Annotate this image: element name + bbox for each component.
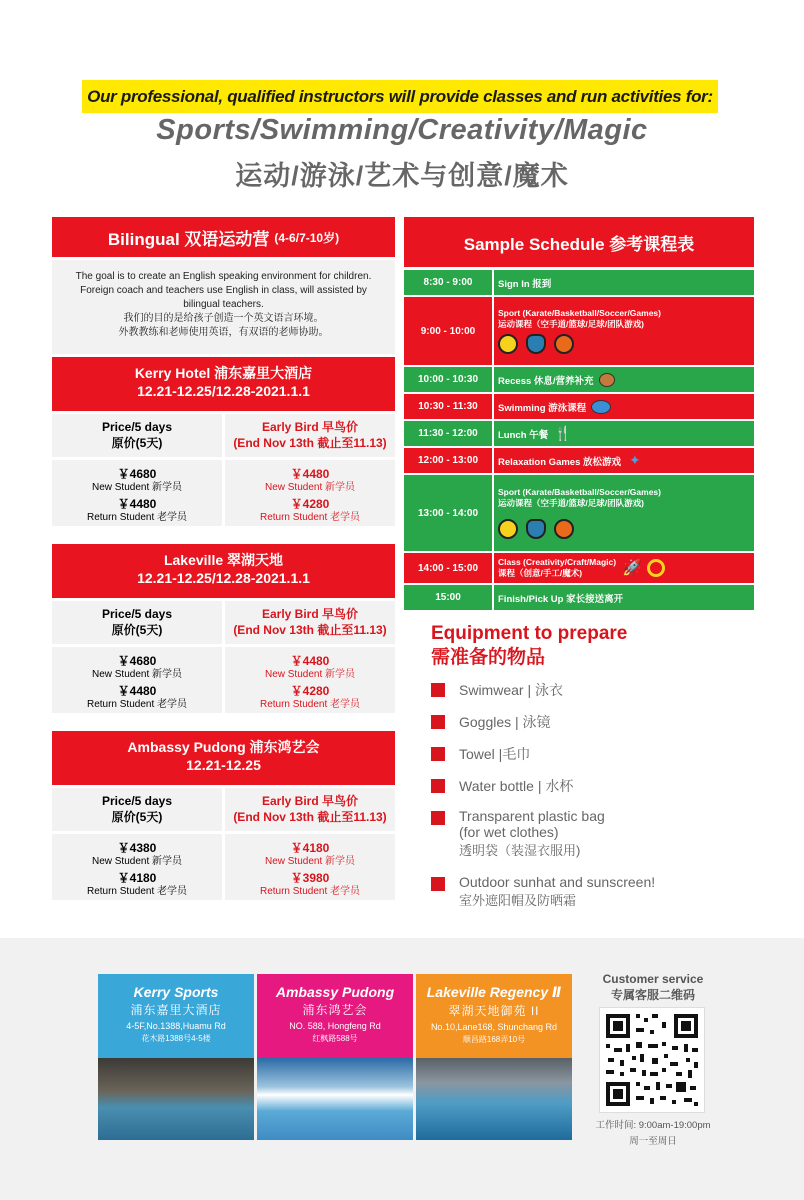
venue-card	[257, 974, 413, 1140]
regular-price-column	[52, 414, 222, 526]
bullet-square	[431, 779, 445, 793]
early-bird-head: Early Bird 早鸟价 (End Nov 13th 截止至11.13)	[225, 414, 395, 457]
location-name: Lakeville 翠湖天地	[163, 552, 284, 568]
headline-en: Sports/Swimming/Creativity/Magic	[156, 114, 648, 146]
schedule-time: 12:00 - 13:00	[404, 448, 492, 473]
equipment-item: Water bottle | 水杯	[431, 776, 751, 796]
intro-line: bilingual teachers.	[183, 299, 264, 310]
top-banner	[82, 80, 718, 113]
venue-info: Lakeville Regency Ⅱ 翠湖天地御苑 II No.10,Lane168, Shunchang Rd 顺昌路168弄10号	[416, 974, 572, 1058]
intro-line: 我们的目的是给孩子创造一个英文语言环境。	[123, 313, 324, 324]
early-bird-column	[225, 788, 395, 900]
pool-photo	[416, 1058, 572, 1140]
schedule-activity: Sign In 报到	[494, 270, 754, 295]
schedule-row	[404, 270, 754, 295]
location-block	[52, 544, 395, 713]
bullet-square	[431, 877, 445, 891]
bullet-square	[431, 683, 445, 697]
schedule-row	[404, 553, 754, 583]
location-block	[52, 731, 395, 900]
game-icon: ✦	[629, 452, 641, 468]
location-dates: 12.21-12.25	[186, 757, 261, 773]
schedule-activity: Relaxation Games 放松游戏 ✦	[494, 448, 754, 473]
boxing-glove-icon	[526, 519, 546, 539]
regular-price-values: ￥4680 New Student 新学员 ￥4480 Return Student 老学员	[52, 647, 222, 713]
regular-price-head: Price/5 days 原价(5天)	[52, 788, 222, 831]
schedule-row	[404, 394, 754, 419]
rings-icon	[647, 559, 665, 577]
intro-line: Foreign coach and teachers use English in class, will assisted by	[80, 285, 367, 296]
boxing-glove-icon	[526, 334, 546, 354]
volleyball-icon	[498, 519, 518, 539]
intro-line: 外教教练和老师使用英语，有双语的老师协助。	[118, 327, 329, 338]
early-bird-values: ￥4480 New Student 新学员 ￥4280 Return Student 老学员	[225, 647, 395, 713]
pool-photo	[257, 1058, 413, 1140]
banner-text: Our professional, qualified instructors will provide classes and run activities for:	[87, 86, 713, 106]
equipment-list	[431, 680, 751, 924]
location-header	[52, 731, 395, 785]
price-grid	[52, 788, 395, 900]
price-grid	[52, 601, 395, 713]
schedule-panel	[404, 217, 754, 612]
early-bird-head: Early Bird 早鸟价 (End Nov 13th 截止至11.13)	[225, 601, 395, 644]
venue-info: Kerry Sports 浦东嘉里大酒店 4-5F,No.1388,Huamu Rd 花木路1388号4-5楼	[98, 974, 254, 1058]
bullet-square	[431, 715, 445, 729]
early-bird-column	[225, 414, 395, 526]
schedule-time: 9:00 - 10:00	[404, 297, 492, 365]
schedule-time: 10:30 - 11:30	[404, 394, 492, 419]
bullet-square	[431, 747, 445, 761]
basketball-icon	[554, 519, 574, 539]
qr-code	[599, 1007, 705, 1113]
schedule-time: 11:30 - 12:00	[404, 421, 492, 446]
venue-card	[98, 974, 254, 1140]
cookie-icon	[599, 373, 615, 387]
early-bird-column	[225, 601, 395, 713]
early-bird-head: Early Bird 早鸟价 (End Nov 13th 截止至11.13)	[225, 788, 395, 831]
venue-card	[416, 974, 572, 1140]
schedule-activity: Class (Creativity/Craft/Magic) 课程（创意/手工/魔术) 🚀	[494, 553, 754, 583]
bullet-square	[431, 811, 445, 825]
schedule-row	[404, 297, 754, 365]
schedule-row	[404, 448, 754, 473]
schedule-row	[404, 367, 754, 392]
camp-ages: (4-6/7-10岁)	[274, 230, 340, 245]
camp-intro	[52, 260, 395, 354]
location-name: Ambassy Pudong 浦东鸿艺会	[127, 739, 320, 755]
equipment-item: Outdoor sunhat and sunscreen! 室外遮阳帽及防晒霜	[431, 874, 751, 912]
equipment-item: Goggles | 泳镜	[431, 712, 751, 732]
schedule-row	[404, 585, 754, 610]
schedule-time: 10:00 - 10:30	[404, 367, 492, 392]
venue-info: Ambassy Pudong 浦东鸿艺会 NO. 588, Hongfeng Rd 红枫路588号	[257, 974, 413, 1058]
schedule-time: 14:00 - 15:00	[404, 553, 492, 583]
location-header	[52, 544, 395, 598]
schedule-time: 13:00 - 14:00	[404, 475, 492, 551]
location-header	[52, 357, 395, 411]
basketball-icon	[554, 334, 574, 354]
intro-line: The goal is to create an English speaking environment for children.	[75, 271, 372, 282]
utensils-icon: 🍴	[554, 425, 572, 441]
schedule-activity: Finish/Pick Up 家长接送离开	[494, 585, 754, 610]
location-block	[52, 357, 395, 526]
goggles-icon	[591, 400, 611, 414]
schedule-activity: Sport (Karate/Basketball/Soccer/Games) 运动课程（空手道/篮球/足球/团队游戏)	[494, 297, 754, 365]
schedule-activity: Recess 休息/营养补充	[494, 367, 754, 392]
schedule-activity: Swimming 游泳课程	[494, 394, 754, 419]
equipment-item: Transparent plastic bag (for wet clothes) 透明袋（装湿衣服用)	[431, 808, 751, 862]
schedule-activity: Sport (Karate/Basketball/Soccer/Games) 运动课程（空手道/篮球/足球/团队游戏)	[494, 475, 754, 551]
sport-icons	[498, 519, 750, 539]
camp-title-bar	[52, 217, 395, 257]
location-dates: 12.21-12.25/12.28-2021.1.1	[137, 383, 310, 399]
sport-icons	[498, 334, 750, 354]
regular-price-values: ￥4680 New Student 新学员 ￥4480 Return Student 老学员	[52, 460, 222, 526]
location-name: Kerry Hotel 浦东嘉里大酒店	[134, 365, 313, 381]
rocket-icon: 🚀	[622, 560, 643, 577]
schedule-activity: Lunch 午餐 🍴	[494, 421, 754, 446]
equipment-item: Towel |毛巾	[431, 744, 751, 764]
early-bird-values: ￥4480 New Student 新学员 ￥4280 Return Student 老学员	[225, 460, 395, 526]
schedule-row	[404, 421, 754, 446]
schedule-title: Sample Schedule 参考课程表	[404, 217, 754, 267]
equipment-title: Equipment to prepare 需准备的物品	[431, 623, 628, 668]
schedule-row	[404, 475, 754, 551]
early-bird-values: ￥4180 New Student 新学员 ￥3980 Return Student 老学员	[225, 834, 395, 900]
price-grid	[52, 414, 395, 526]
schedule-time: 15:00	[404, 585, 492, 610]
regular-price-column	[52, 788, 222, 900]
regular-price-head: Price/5 days 原价(5天)	[52, 601, 222, 644]
camp-title: Bilingual 双语运动营	[107, 229, 270, 249]
equipment-item: Swimwear | 泳衣	[431, 680, 751, 700]
customer-service: Customer service 专属客服二维码	[602, 972, 704, 1002]
regular-price-head: Price/5 days 原价(5天)	[52, 414, 222, 457]
pool-photo	[98, 1058, 254, 1140]
schedule-time: 8:30 - 9:00	[404, 270, 492, 295]
service-hours: 工作时间: 9:00am-19:00pm 周一至周日	[595, 1120, 711, 1147]
regular-price-values: ￥4380 New Student 新学员 ￥4180 Return Student 老学员	[52, 834, 222, 900]
camp-panel	[52, 217, 395, 354]
volleyball-icon	[498, 334, 518, 354]
headline-cn: 运动/游泳/艺术与创意/魔术	[235, 161, 569, 191]
location-dates: 12.21-12.25/12.28-2021.1.1	[137, 570, 310, 586]
regular-price-column	[52, 601, 222, 713]
